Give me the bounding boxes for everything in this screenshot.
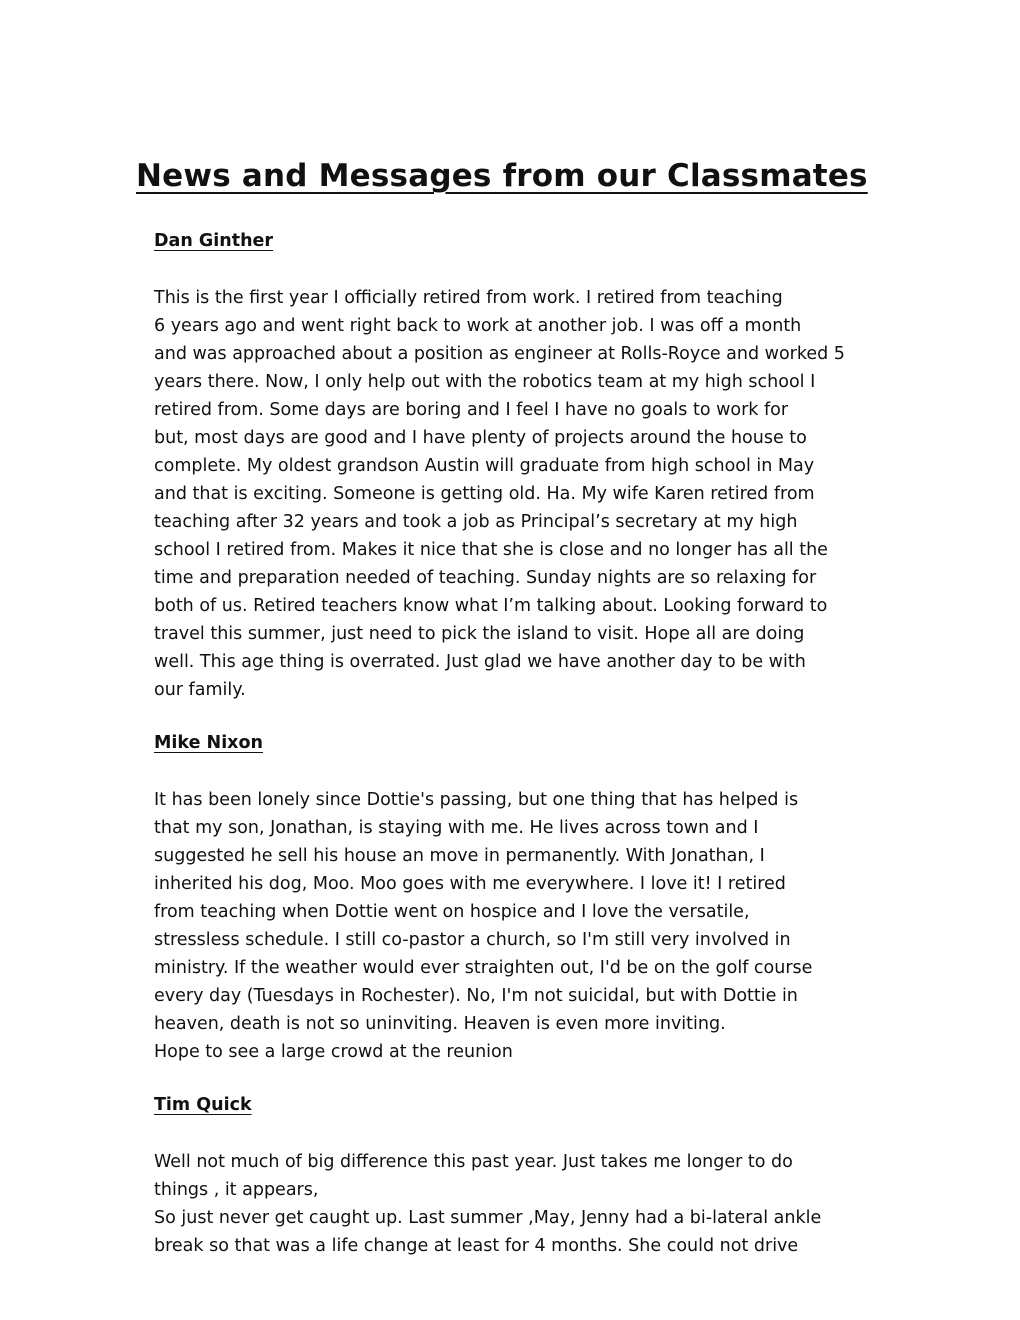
page-title: News and Messages from our Classmates [136,158,868,194]
entry-name: Mike Nixon [154,733,263,753]
entry-message: This is the first year I officially retired from work. I retired from teaching 6 years ago and went right back to work at another job. I was off a month and was approached about a position as engineer at Rolls-Royce and worked 5 years there. Now, I only help out with the robotics team at my high school I retired from. Some days are boring and I feel I have no goals to work for but, most days are good and I have plenty of projects around the house to complete. My oldest grandson Austin will graduate from high school in May and that is exciting. Someone is getting old. Ha. My wife Karen retired from teaching after 32 years and took a job as Principal’s secretary at my high school I retired from. Makes it nice that she is close and no longer has all the time and preparation needed of teaching. Sunday nights are so relaxing for both of us. Retired teachers know what I’m talking about. Looking forward to travel this summer, just need to pick the island to visit. Hope all are doing well. This age thing is overrated. Just glad we have another day to be with our family. [154,288,845,700]
entry-message: Well not much of big difference this past year. Just takes me longer to do things , it appears, So just never get caught up. Last summer ,May, Jenny had a bi-lateral ankle break so that was a life change at least for 4 months. She could not drive [154,1152,822,1256]
entry-name: Dan Ginther [154,231,274,251]
entry-name: Tim Quick [154,1095,252,1115]
entry-message: It has been lonely since Dottie's passing, but one thing that has helped is that my son, Jonathan, is staying with me. He lives across town and I suggested he sell his house an move in permanently. With Jonathan, I inherited his dog, Moo. Moo goes with me everywhere. I love it! I retired from teaching when Dottie went on hospice and I love the versatile, stressless schedule. I still co-pastor a church, so I'm still very involved in ministry. If the weather would ever straighten out, I'd be on the golf course every day (Tuesdays in Rochester). No, I'm not suicidal, but with Dottie in heaven, death is not so uninviting. Heaven is even more inviting. Hope to see a large crowd at the reunion [154,790,813,1062]
